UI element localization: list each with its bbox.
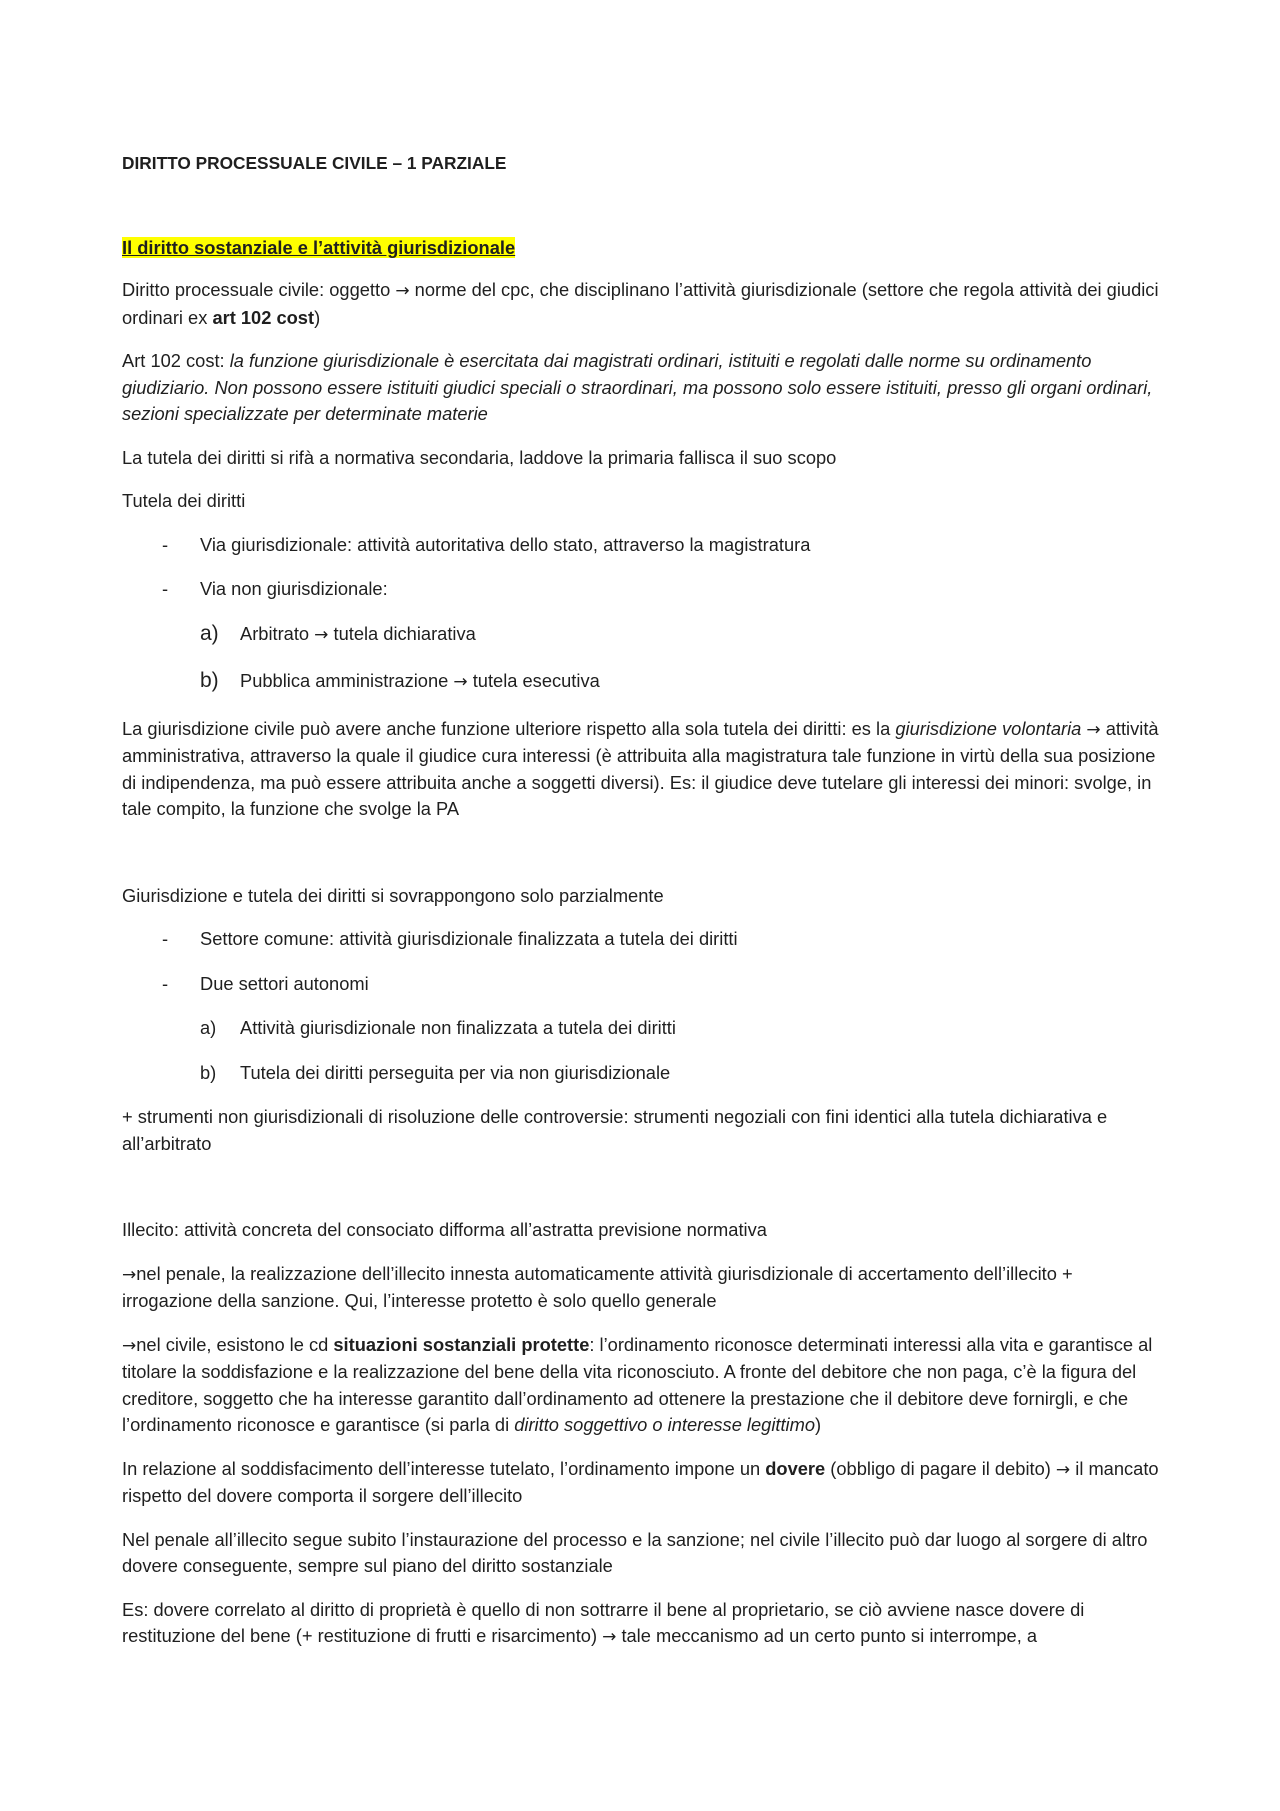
- arrow-right-icon: →: [602, 1627, 617, 1647]
- arrow-right-icon: →: [314, 624, 329, 645]
- paragraph-dovere: In relazione al soddisfacimento dell’interesse tutelato, l’ordinamento impone un dovere (obbligo di pagare il debito) → il mancato rispetto del dovere comporta il sorgere dell’illecito: [122, 1457, 1159, 1506]
- paragraph-oggetto: Diritto processuale civile: oggetto → norme del cpc, che disciplinano l’attività giurisdizionale (settore che regola attività dei giudici ordinari ex art 102 cost): [122, 279, 1159, 328]
- sub-list-item: b) Pubblica amministrazione → tutela esecutiva: [122, 668, 1162, 696]
- document-body: [122, 150, 1162, 1668]
- paragraph-art-102: Art 102 cost: la funzione giurisdizionale è esercitata dai magistrati ordinari, istituiti e regolati dalle norme su ordinamento giudiziario. Non possono essere istituiti giudici speciali o straordinari, ma possono solo essere istituiti, presso gli organi ordinari, sezioni specializzate per determinate materie: [122, 350, 1153, 424]
- paragraph-giurisdizione-volontaria: La giurisdizione civile può avere anche funzione ulteriore rispetto alla sola tutela dei diritti: es la giurisdizione volontaria → attività amministrativa, attraverso la quale il giudice cura interessi (è attribuita alla magistratura tale funzione in virtù della sua posizione di indipendenza, ma può essere attribuita anche a soggetti diversi). Es: il giudice deve tutelare gli interessi dei minori: svolge, in tale compito, la funzione che svolge la PA: [122, 717, 1159, 819]
- list-item: - Via non giurisdizionale:: [122, 576, 1162, 603]
- paragraph-illecito: Illecito: attività concreta del consociato difforma all’astratta previsione normativa: [122, 1219, 767, 1240]
- dash-bullet: -: [162, 533, 169, 555]
- letter-marker: a): [200, 621, 219, 645]
- arrow-right-icon: →: [122, 1264, 137, 1285]
- bold-term: dovere: [765, 1457, 826, 1479]
- paragraph-esempio: Es: dovere correlato al diritto di proprietà è quello di non sottrarre il bene al proprietario, se ciò avviene nasce dovere di restituzione del bene (+ restituzione di frutti e risarcimento) → tale meccanismo ad un certo punto si interrompe, a: [122, 1598, 1085, 1647]
- paragraph-sovrapposizione: Giurisdizione e tutela dei diritti si sovrappongono solo parzialmente: [122, 884, 664, 906]
- sub-list-item: b) Tutela dei diritti perseguita per via non giurisdizionale: [122, 1060, 1162, 1087]
- arrow-right-icon: →: [1055, 1459, 1071, 1480]
- dash-bullet: -: [162, 928, 169, 949]
- dash-bullet: -: [162, 972, 169, 994]
- arrow-right-icon: →: [1086, 719, 1101, 740]
- list-item: - Via giurisdizionale: attività autoritativa dello stato, attraverso la magistratura: [122, 532, 1162, 559]
- paragraph-civile: →nel civile, esistono le cd situazioni sostanziali protette: l’ordinamento riconosce determinati interessi alla vita e garantisce al titolare la soddisfazione e la realizzazione del bene della vita riconosciuto. A fronte del debitore che non paga, c’è la figura del creditore, soggetto che ha interesse garantito dall’ordinamento ad ottenere la prestazione che il debitore deve fornirgli, e che l’ordinamento riconosce e garantisce (si parla di diritto soggettivo o interesse legittimo): [122, 1333, 1153, 1435]
- letter-marker: b): [200, 1061, 217, 1083]
- sub-list-item: a) Attività giurisdizionale non finalizzata a tutela dei diritti: [122, 1015, 1162, 1042]
- paragraph-tutela-secondaria: La tutela dei diritti si rifà a normativa secondaria, laddove la primaria fallisca il suo scopo: [122, 446, 837, 468]
- section-heading: [122, 235, 1162, 262]
- bold-term: situazioni sostanziali protette: [333, 1333, 590, 1355]
- document-title: DIRITTO PROCESSUALE CIVILE – 1 PARZIALE: [122, 153, 507, 173]
- letter-marker: a): [200, 1017, 217, 1038]
- arrow-right-icon: →: [453, 672, 468, 692]
- sub-list-item: a) Arbitrato → tutela dichiarativa: [122, 621, 1162, 649]
- list-item: - Settore comune: attività giurisdizionale finalizzata a tutela dei diritti: [122, 926, 1162, 953]
- italic-term: giurisdizione volontaria: [895, 717, 1082, 739]
- arrow-right-icon: →: [395, 281, 410, 301]
- arrow-right-icon: →: [122, 1335, 137, 1356]
- italic-term: diritto soggettivo o interesse legittimo: [514, 1414, 816, 1435]
- paragraph-strumenti: + strumenti non giurisdizionali di risoluzione delle controversie: strumenti negoziali con fini identici alla tutela dichiarativa e all’arbitrato: [122, 1106, 1108, 1154]
- paragraph-penale: →nel penale, la realizzazione dell’illecito innesta automaticamente attività giurisdizionale di accertamento dell’illecito + irrogazione della sanzione. Qui, l’interesse protetto è solo quello generale: [122, 1262, 1073, 1311]
- italic-quote: la funzione giurisdizionale è esercitata dai magistrati ordinari, istituiti e regolati dalle norme su ordinamento giudiziario. Non possono essere istituiti giudici speciali o straordinari, ma possono solo essere istituiti, presso gli organi ordinari, sezioni specializzate per determinate materie: [122, 350, 1153, 424]
- list-item: - Due settori autonomi: [122, 971, 1162, 998]
- bold-art-102: art 102 cost: [212, 306, 315, 328]
- dash-bullet: -: [162, 578, 169, 599]
- highlighted-heading-text: Il diritto sostanziale e l’attività giurisdizionale: [122, 236, 516, 258]
- letter-marker: b): [200, 669, 219, 692]
- paragraph-tutela-dei-diritti: Tutela dei diritti: [122, 490, 246, 511]
- paragraph-penale-civile: Nel penale all’illecito segue subito l’instaurazione del processo e la sanzione; nel civile l’illecito può dar luogo al sorgere di altro dovere conseguente, sempre sul piano del diritto sostanziale: [122, 1528, 1148, 1576]
